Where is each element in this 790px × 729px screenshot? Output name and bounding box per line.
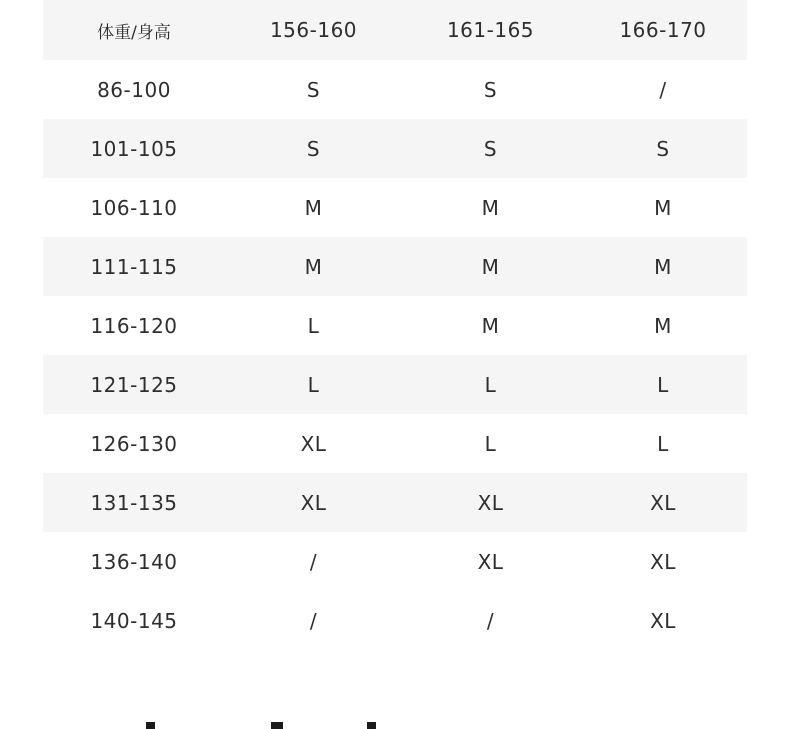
- header-cell-height-range: 166-170: [579, 0, 747, 60]
- weight-range-cell: 136-140: [90, 549, 178, 574]
- size-cell: XL: [650, 549, 676, 574]
- weight-range-cell: 131-135: [43, 473, 225, 532]
- table-row: [43, 473, 747, 532]
- table-row: [43, 414, 747, 473]
- size-cell: M: [654, 195, 672, 220]
- table-row: [43, 178, 747, 237]
- table-row: [43, 237, 747, 296]
- size-cell: S: [402, 119, 579, 178]
- size-cell: XL: [650, 608, 676, 633]
- weight-range-cell: 86-100: [97, 77, 171, 102]
- size-cell: M: [225, 237, 402, 296]
- size-cell: L: [657, 431, 669, 456]
- cropped-heading-fragment: [0, 712, 790, 729]
- table-row: [43, 119, 747, 178]
- table-row: [43, 355, 747, 414]
- size-cell: /: [659, 77, 667, 102]
- size-cell: M: [579, 237, 747, 296]
- size-cell: M: [402, 237, 579, 296]
- header-cell-weight-height: 体重/身高: [43, 0, 225, 60]
- size-cell: M: [481, 313, 500, 338]
- size-cell: L: [402, 355, 579, 414]
- size-cell: L: [579, 355, 747, 414]
- weight-range-cell: 126-130: [90, 431, 178, 456]
- table-header-row: [43, 0, 747, 60]
- table-row: [43, 532, 747, 591]
- size-cell: /: [309, 549, 318, 574]
- table-row: [43, 591, 747, 650]
- size-cell: XL: [225, 473, 402, 532]
- size-cell: S: [483, 77, 498, 102]
- weight-range-cell: 101-105: [43, 119, 225, 178]
- size-cell: L: [225, 355, 402, 414]
- size-cell: M: [481, 195, 500, 220]
- table-row: [43, 60, 747, 119]
- table-row: [43, 296, 747, 355]
- size-cell: S: [579, 119, 747, 178]
- size-cell: L: [484, 431, 497, 456]
- header-cell-height-range: 156-160: [225, 0, 402, 60]
- glyph-fragment: [146, 722, 155, 729]
- size-cell: XL: [402, 473, 579, 532]
- glyph-fragment: [271, 722, 283, 729]
- size-cell: XL: [300, 431, 327, 456]
- weight-range-cell: 111-115: [43, 237, 225, 296]
- size-cell: /: [486, 608, 495, 633]
- header-cell-height-range: 161-165: [402, 0, 579, 60]
- size-chart-table: [43, 0, 747, 650]
- size-cell: M: [654, 313, 672, 338]
- size-cell: L: [307, 313, 320, 338]
- weight-range-cell: 116-120: [90, 313, 178, 338]
- weight-range-cell: 140-145: [90, 608, 178, 633]
- size-cell: S: [225, 119, 402, 178]
- size-cell: XL: [579, 473, 747, 532]
- size-cell: S: [306, 77, 321, 102]
- size-cell: /: [309, 608, 318, 633]
- weight-range-cell: 121-125: [43, 355, 225, 414]
- size-cell: XL: [477, 549, 504, 574]
- glyph-fragment: [367, 722, 376, 729]
- weight-range-cell: 106-110: [90, 195, 178, 220]
- size-cell: M: [304, 195, 323, 220]
